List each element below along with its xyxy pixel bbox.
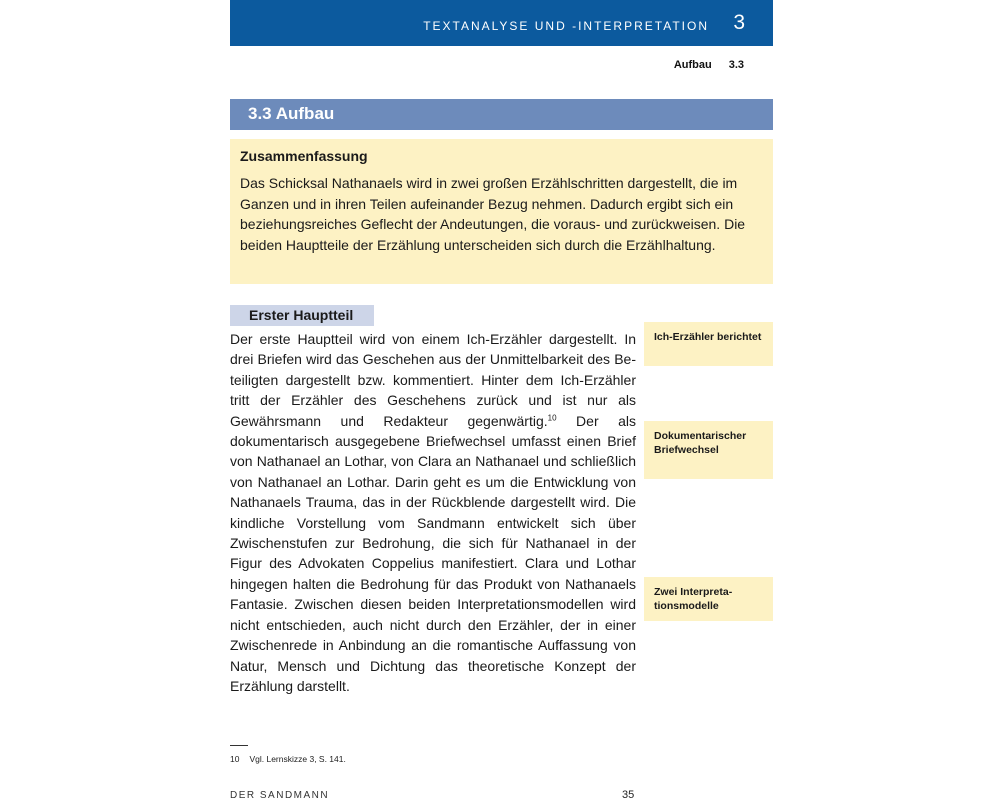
page-number: 35 [622,789,635,801]
section-name: Aufbau [275,104,335,123]
section-title [248,104,334,124]
margin-note-ich-erzaehler: Ich-Erzähler berichtet [644,322,773,366]
section-heading-bar [230,99,773,130]
running-head [674,59,744,71]
subsection-heading [230,305,374,326]
footer-book-title: DER SANDMANN [230,790,330,801]
summary-box [230,139,773,284]
subsection-title: Erster Hauptteil [249,307,354,323]
body-text [230,329,636,696]
chapter-number: 3 [733,11,745,34]
footnote-divider [230,745,248,746]
footnote-text: Vgl. Lernskizze 3, S. 141. [249,754,346,764]
margin-note-briefwechsel: Dokumentarischer Briefwechsel [644,421,773,479]
running-head-number: 3.3 [728,59,744,71]
footnote [230,754,346,764]
summary-text: Das Schicksal Nathanaels wird in zwei großen Erzählschritten dargestellt, die im Ganzen und in ihren Teilen aufeinander Bezug nehmen. Dadurch ergibt sich ein beziehungsreiches Geflecht der Andeutungen, die voraus- und zurückweisen. Die beiden Hauptteile der Erzählung unterscheiden sich durch die Erzählhaltung. [240,175,746,253]
chapter-title: TEXTANALYSE UND -INTERPRETATION [423,19,709,33]
summary-heading: Zusammenfassung [240,148,368,164]
footnote-reference[interactable]: 10 [547,412,557,422]
body-text-part-2: Der als dokumentarisch ausgegebene Briefwechsel umfasst einen Brief von Nathanael an Lothar, von Clara an Nathanael und schließlich von Nathanael an Lothar. Darin geht es um die Entwicklung von Nathanaels Trauma, das in der Rückblende dargestellt wird. Die kindliche Vorstellung vom Sandmann entwickelt sich über Zwischenstufen zur Bedrohung, die sich für Nathanael in der Figur des Advokaten Coppelius manifestiert. Clara und Lothar hingegen halten die Bedrohung für das Produkt von Nathanaels Fantasie. Zwischen diesen beiden Interpretationsmodellen wird nicht entschieden, auch nicht durch den Erzähler, der in einer Zwischenrede in Anbindung an die romantische Auffassung von Natur, Mensch und Dichtung das theoretische Konzept der Erzählung darstellt. [230,412,637,694]
footnote-number: 10 [230,754,240,764]
running-head-label: Aufbau [673,59,712,71]
section-number: 3.3 [248,104,272,123]
body-paragraph [230,329,636,696]
chapter-header-bar [230,0,773,46]
margin-note-interpretationsmodelle: Zwei Interpretationsmodelle [644,577,773,621]
body-text-part-1: Der erste Hauptteil wird von einem Ich-Erzähler dargestellt. In drei Briefen wird das Geschehen aus der Unmittelbarkeit des Beteiligten dargestellt bzw. kommentiert. Hinter dem Ich-Erzähler tritt der Erzähler des Geschehens zurück und ist nur als Gewährsmann und Redakteur gegenwärtig. [230,331,636,429]
